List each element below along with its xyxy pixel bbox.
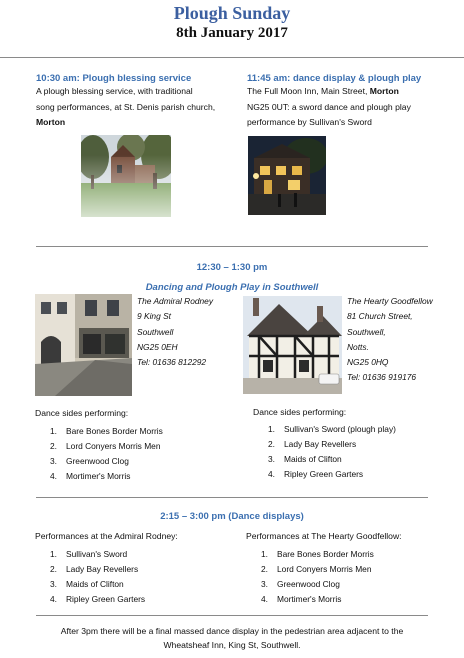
afternoon-left-list xyxy=(50,547,145,607)
admiral-rodney-address: The Admiral Rodney 9 King St Southwell NG25 0EH Tel: 01636 812292 xyxy=(137,296,214,368)
list-item: 2. Lord Conyers Morris Men xyxy=(50,441,161,451)
divider xyxy=(36,246,428,247)
hearty-goodfellow-address: The Hearty Goodfellow 81 Church Street, Southwell, Notts. NG25 0HQ Tel: 01636 919176 xyxy=(347,296,433,383)
plough-blessing-text: A plough blessing service, with traditional song performances, at St. Denis parish church, Morton xyxy=(36,86,216,127)
divider xyxy=(0,57,464,58)
list-item: 3. Greenwood Clog xyxy=(50,456,129,466)
list-item: 1. Bare Bones Border Morris xyxy=(261,549,374,559)
list-item: 1. Sullivan's Sword xyxy=(50,549,128,559)
list-item: 4. Ripley Green Garters xyxy=(268,469,364,479)
list-item: 1. Sullivan's Sword (plough play) xyxy=(268,424,396,434)
hearty-goodfellow-performances-label: Performances at The Hearty Goodfellow: xyxy=(246,531,402,541)
list-item: 3. Maids of Clifton xyxy=(268,454,342,464)
dance-sides-label-left: Dance sides performing: xyxy=(35,408,129,418)
list-item: 4. Ripley Green Garters xyxy=(50,594,146,604)
list-item: 4. Mortimer's Morris xyxy=(50,471,131,481)
list-item: 2. Lady Bay Revellers xyxy=(50,564,139,574)
dance-display-heading: 11:45 am: dance display & plough play xyxy=(247,73,422,84)
midday-left-list xyxy=(50,424,163,484)
list-item: 4. Mortimer's Morris xyxy=(261,594,342,604)
list-item: 2. Lord Conyers Morris Men xyxy=(261,564,372,574)
dance-sides-label-right: Dance sides performing: xyxy=(253,407,347,417)
southwell-subtitle: Dancing and Plough Play in Southwell xyxy=(145,282,319,293)
list-item: 2. Lady Bay Revellers xyxy=(268,439,357,449)
divider xyxy=(36,497,428,498)
list-item: 1. Bare Bones Border Morris xyxy=(50,426,163,436)
page-title: Plough Sunday xyxy=(173,3,291,23)
divider xyxy=(36,615,428,616)
midday-time: 12:30 – 1:30 pm xyxy=(196,262,268,273)
list-item: 3. Greenwood Clog xyxy=(261,579,340,589)
midday-right-list xyxy=(268,422,396,482)
list-item: 3. Maids of Clifton xyxy=(50,579,124,589)
afternoon-right-list xyxy=(261,547,374,607)
full-moon-inn-photo xyxy=(248,136,326,215)
church-photo xyxy=(81,135,171,217)
event-date: 8th January 2017 xyxy=(176,25,288,41)
dance-display-text: The Full Moon Inn, Main Street, Morton NG25 0UT: a sword dance and plough play performance by Sullivan's Sword xyxy=(247,86,411,127)
afternoon-time: 2:15 – 3:00 pm (Dance displays) xyxy=(160,511,304,522)
hearty-goodfellow-photo xyxy=(243,296,342,394)
plough-blessing-heading: 10:30 am: Plough blessing service xyxy=(36,73,192,84)
admiral-rodney-performances-label: Performances at the Admiral Rodney: xyxy=(35,531,178,541)
admiral-rodney-photo xyxy=(35,294,132,396)
closing-note: After 3pm there will be a final massed dance display in the pedestrian area adjacent to the Wheatsheaf Inn, King St, Southwell. xyxy=(60,626,404,650)
